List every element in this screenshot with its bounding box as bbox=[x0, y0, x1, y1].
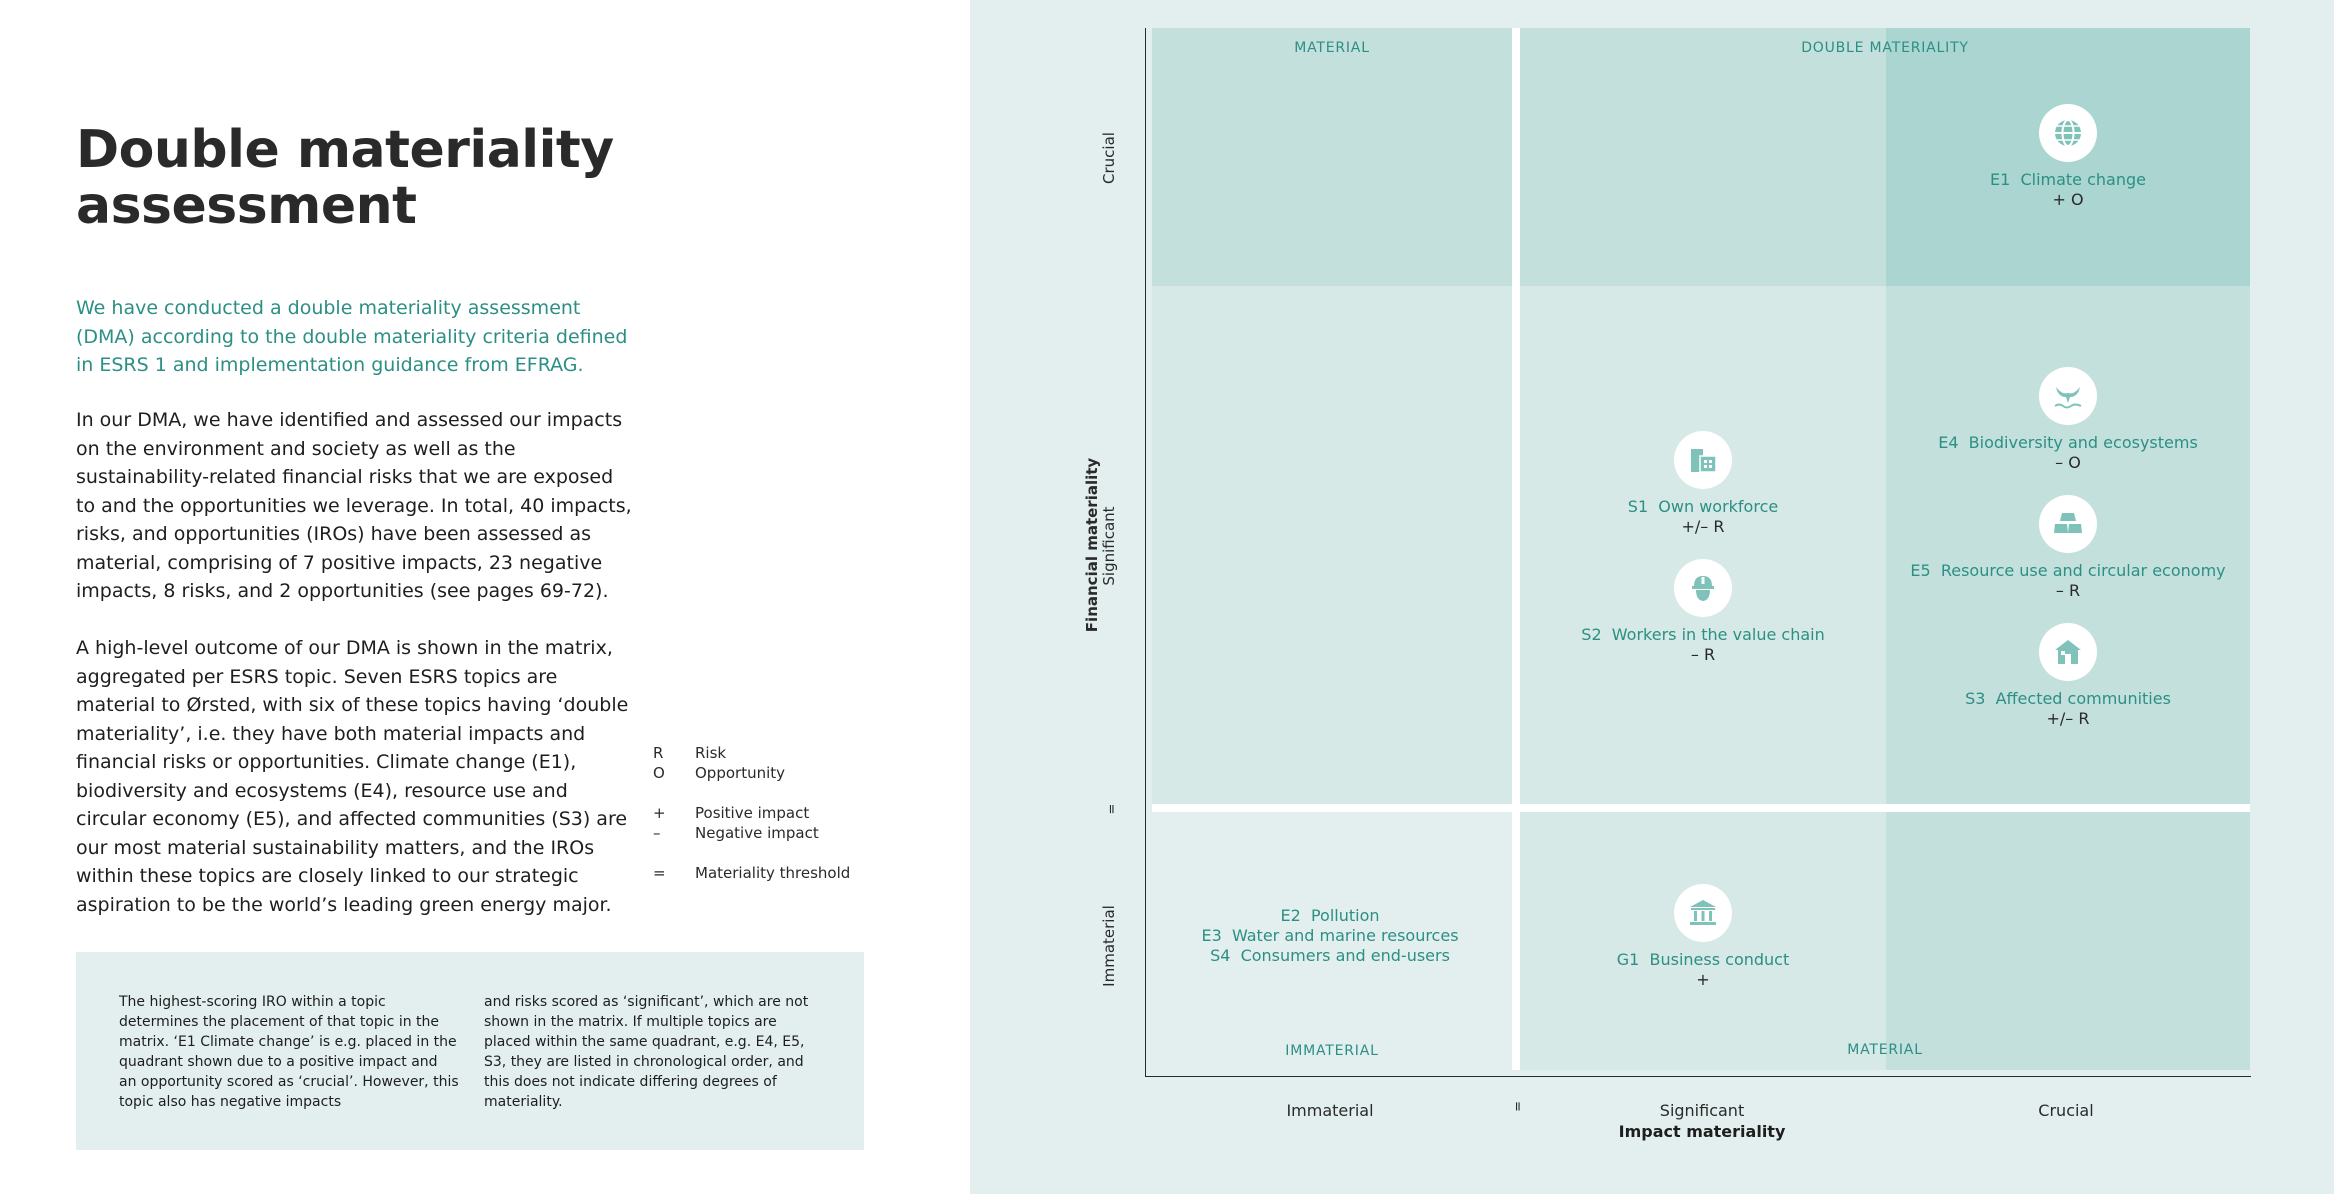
topic-code: S4 bbox=[1210, 946, 1231, 965]
topic-code: S3 bbox=[1965, 689, 1986, 708]
zone-significant-middle bbox=[1520, 286, 1886, 804]
topic-iro-types: + bbox=[1696, 970, 1710, 989]
zone-double-top-middle bbox=[1520, 28, 1886, 286]
zone-significant-left bbox=[1152, 286, 1512, 804]
quadrant-label-material-top: MATERIAL bbox=[1294, 40, 1370, 56]
legend-item-opportunity bbox=[650, 764, 890, 784]
legend-symbol: O bbox=[653, 764, 665, 782]
x-axis-title: Impact materiality bbox=[1618, 1122, 1786, 1141]
topic-iro-types: – O bbox=[2055, 453, 2081, 472]
legend-label: Risk bbox=[695, 744, 727, 762]
topic-code: S2 bbox=[1581, 625, 1602, 644]
threshold-line-horizontal bbox=[1152, 804, 2250, 812]
topic-s1-own-workforce bbox=[1553, 431, 1853, 537]
institution-icon bbox=[1674, 884, 1732, 942]
y-threshold-marker: = bbox=[1105, 803, 1120, 815]
whale-tail-icon bbox=[2039, 367, 2097, 425]
globe-icon bbox=[2039, 104, 2097, 162]
legend-label: Materiality threshold bbox=[695, 864, 851, 882]
topic-code: S1 bbox=[1627, 497, 1649, 516]
topic-code: G1 bbox=[1616, 950, 1640, 969]
topic-iro-types: – R bbox=[2055, 581, 2081, 600]
y-tick-crucial: Crucial bbox=[1100, 132, 1118, 184]
y-axis-title: Financial materiality bbox=[1083, 457, 1101, 633]
legend-label: Opportunity bbox=[695, 764, 786, 782]
x-threshold-marker: = bbox=[1509, 1101, 1525, 1112]
x-tick-immaterial: Immaterial bbox=[1286, 1101, 1374, 1120]
topic-s2-value-chain-workers bbox=[1553, 559, 1853, 665]
legend-symbol: = bbox=[653, 864, 666, 882]
topic-e4-biodiversity bbox=[1918, 367, 2218, 473]
topic-name: Water and marine resources bbox=[1231, 926, 1459, 945]
topic-name: Affected communities bbox=[1995, 689, 2171, 708]
topic-iro-types: +/– R bbox=[2046, 709, 2090, 728]
topic-iro-types: +/– R bbox=[1681, 517, 1725, 536]
topic-name: Biodiversity and ecosystems bbox=[1968, 433, 2198, 452]
y-tick-significant: Significant bbox=[1100, 506, 1118, 586]
topic-g1-business-conduct bbox=[1553, 884, 1853, 990]
legend-label: Positive impact bbox=[695, 804, 810, 822]
quadrant-label-immaterial: IMMATERIAL bbox=[1285, 1043, 1379, 1059]
topic-code: E2 bbox=[1280, 906, 1301, 925]
legend-item-negative-impact bbox=[650, 824, 890, 844]
topic-iro-types: – R bbox=[1690, 645, 1716, 664]
note-column-2: and risks scored as ‘significant’, which are not shown in the matrix. If multiple topics are placed within the same quadrant, e.g. E4, E5, S3, they are listed in chronological order, and this does not indicate differing degrees of materiality. bbox=[484, 994, 809, 1110]
threshold-line-vertical bbox=[1512, 28, 1520, 1070]
topic-code: E5 bbox=[1910, 561, 1931, 580]
lead-paragraph: We have conducted a double materiality assessment (DMA) according to the double materiality criteria defined in ESRS 1 and implementation guidance from EFRAG. bbox=[76, 297, 628, 376]
quadrant-label-material-bottom: MATERIAL bbox=[1847, 1042, 1923, 1058]
legend-item-positive-impact bbox=[650, 804, 890, 824]
topic-name: Workers in the value chain bbox=[1611, 625, 1825, 644]
legend-label: Negative impact bbox=[695, 824, 819, 842]
y-axis-line bbox=[1145, 28, 1146, 1076]
x-tick-crucial: Crucial bbox=[2038, 1101, 2094, 1120]
topic-name: Climate change bbox=[2020, 170, 2146, 189]
stacked-bars-icon bbox=[2039, 495, 2097, 553]
text-panel bbox=[0, 0, 970, 1194]
topic-e1-climate-change bbox=[1918, 104, 2218, 210]
x-tick-significant: Significant bbox=[1659, 1101, 1745, 1120]
zone-material-bottom-right bbox=[1886, 812, 2250, 1070]
immaterial-topic-e3 bbox=[1160, 926, 1500, 946]
zone-material-top-left bbox=[1152, 28, 1512, 286]
topic-iro-types: + O bbox=[2052, 190, 2084, 209]
y-tick-immaterial: Immaterial bbox=[1100, 905, 1118, 987]
office-building-icon bbox=[1674, 431, 1732, 489]
legend-item-risk bbox=[650, 744, 890, 764]
topic-code: E1 bbox=[1989, 170, 2011, 189]
explanatory-note bbox=[76, 952, 864, 1150]
quadrant-label-double-materiality: DOUBLE MATERIALITY bbox=[1801, 40, 1969, 56]
topic-s3-affected-communities bbox=[1918, 623, 2218, 729]
topic-name: Pollution bbox=[1310, 906, 1380, 925]
body-paragraph-2: A high-level outcome of our DMA is shown in the matrix, aggregated per ESRS topic. Seven ESRS topics are material to Ørsted, with six of these topics having ‘double materiality’, i.e. they have both material impacts and financial risks or opportunities. Climate change (E1), biodiversity and ecosystems (E4), resource use and circular economy (E5), and affected communities (S3) are our most material sustainability matters, and the IROs within these topics are closely linked to our strategic aspiration to be the world’s leading green energy major. bbox=[76, 637, 629, 916]
hard-hat-worker-icon bbox=[1674, 559, 1732, 617]
house-icon bbox=[2039, 623, 2097, 681]
legend-symbol: R bbox=[653, 744, 664, 762]
topic-name: Business conduct bbox=[1649, 950, 1790, 969]
immaterial-topic-s4 bbox=[1160, 946, 1500, 966]
immaterial-topic-e2 bbox=[1160, 906, 1500, 926]
body-paragraph-1: In our DMA, we have identified and assessed our impacts on the environment and society as well as the sustainability-related financial risks that we are exposed to and the opportunities we leverage. In total, 40 impacts, risks, and opportunities (IROs) have been assessed as material, comprising of 7 positive impacts, 23 negative impacts, 8 risks, and 2 opportunities (see pages 69-72). bbox=[76, 409, 632, 602]
topic-e5-resource-use bbox=[1893, 495, 2243, 601]
topic-name: Own workforce bbox=[1658, 497, 1779, 516]
legend-item-materiality-threshold bbox=[650, 864, 890, 884]
x-axis-line bbox=[1145, 1076, 2251, 1077]
note-column-1: The highest-scoring IRO within a topic determines the placement of that topic in the matrix. ‘E1 Climate change’ is e.g. placed in the quadrant shown due to a positive impact and an opportunity scored as ‘crucial’. However, this topic also has negative impacts bbox=[119, 994, 459, 1110]
page-title: Double materiality assessment bbox=[76, 120, 614, 236]
topic-name: Resource use and circular economy bbox=[1940, 561, 2226, 580]
topic-name: Consumers and end-users bbox=[1240, 946, 1450, 965]
legend-symbol: – bbox=[653, 824, 661, 842]
legend-symbol: + bbox=[653, 804, 666, 822]
immaterial-topics-list bbox=[1160, 906, 1500, 966]
topic-code: E4 bbox=[1938, 433, 1959, 452]
topic-code: E3 bbox=[1201, 926, 1222, 945]
